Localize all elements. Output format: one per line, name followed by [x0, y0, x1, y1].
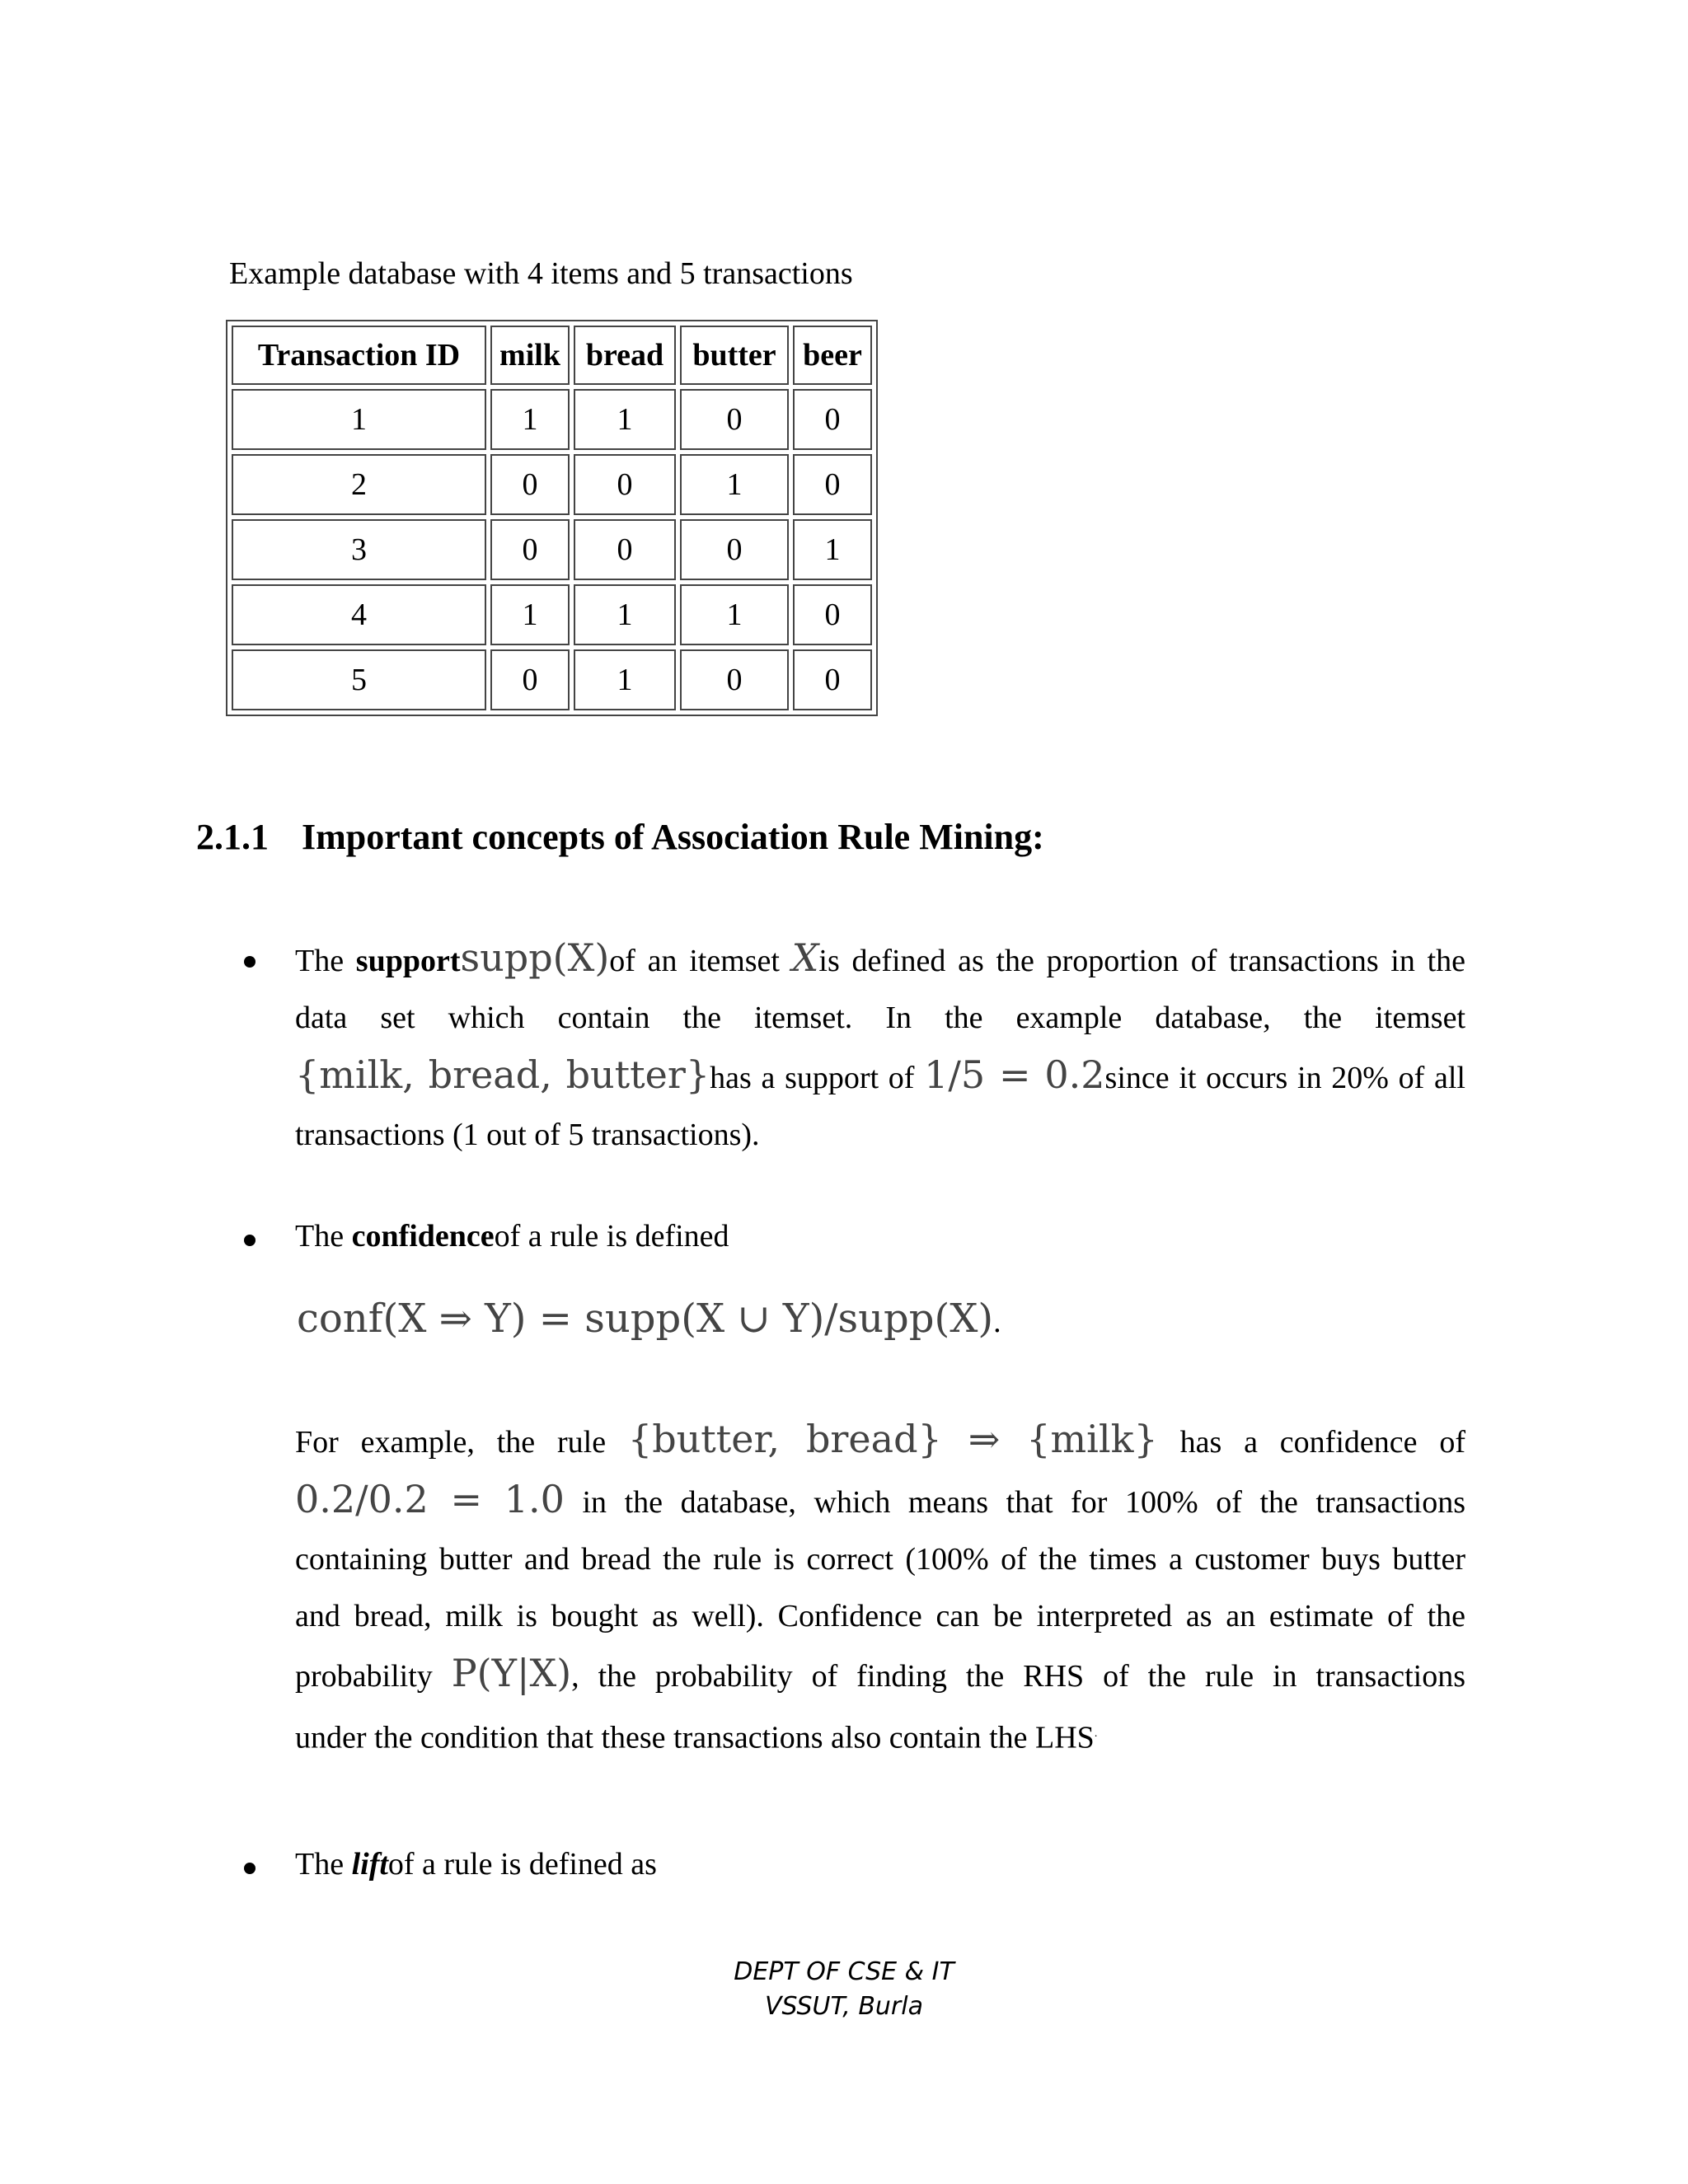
- text: since it occurs in 20% of all: [1104, 1061, 1465, 1095]
- header-transaction-id: Transaction ID: [232, 326, 486, 385]
- page-footer: [0, 1955, 1688, 2024]
- support-line-1: [295, 930, 1465, 990]
- footnote-mark: .: [1094, 1727, 1098, 1740]
- table-cell: 0: [490, 454, 570, 515]
- table-cell: 2: [232, 454, 486, 515]
- math-rule: {butter, bread} ⇒ {milk}: [627, 1417, 1158, 1461]
- math-var-x: X: [791, 935, 819, 980]
- support-line-3: [295, 1047, 1465, 1107]
- table-row: [232, 649, 872, 710]
- text: has a confidence of: [1157, 1425, 1465, 1460]
- table-cell: 0: [680, 519, 789, 580]
- section-title: Important concepts of Association Rule Mining:: [302, 817, 1044, 857]
- header-bread: bread: [574, 326, 676, 385]
- confidence-intro-line: [295, 1208, 1465, 1265]
- table-cell: 1: [680, 454, 789, 515]
- table-row: [232, 389, 872, 450]
- confidence-term: confidence: [351, 1219, 495, 1254]
- table-cell: 0: [574, 519, 676, 580]
- support-line-2: data set which contain the itemset. In the example database, the itemset: [295, 1001, 1465, 1035]
- table-cell: 1: [680, 584, 789, 645]
- table-cell: 0: [490, 649, 570, 710]
- math-ratio: 1/5 = 0.2: [924, 1052, 1105, 1097]
- text: , the probability of finding the RHS of the rule in transactions: [571, 1659, 1465, 1694]
- math-probability: P(Y|X): [451, 1651, 572, 1695]
- formula-dot: .: [993, 1305, 1001, 1339]
- table-row: [232, 584, 872, 645]
- text: For example, the rule: [295, 1425, 628, 1460]
- math-supp-x: supp(X): [460, 935, 610, 980]
- formula-text: conf(X ⇒ Y) = supp(X ∪ Y)/supp(X): [297, 1296, 994, 1342]
- text-the: The: [295, 1219, 352, 1254]
- table-cell: 0: [680, 649, 789, 710]
- bullet-dot: [244, 956, 256, 968]
- table-cell: 1: [232, 389, 486, 450]
- lift-intro: [295, 1836, 1465, 1893]
- text-the: The: [295, 1847, 352, 1882]
- support-paragraph: [295, 930, 1465, 1164]
- confidence-line-1: [295, 1411, 1465, 1471]
- confidence-line-2: [295, 1471, 1465, 1531]
- table-cell: 1: [574, 389, 676, 450]
- math-value: 0.2/0.2 = 1.0: [295, 1477, 565, 1521]
- text: under the condition that these transactions also contain the LHS: [295, 1720, 1095, 1755]
- transactions-table: [226, 320, 878, 716]
- table-cell: 1: [574, 584, 676, 645]
- header-beer: beer: [793, 326, 872, 385]
- table-cell: 0: [574, 454, 676, 515]
- text: probability: [295, 1659, 452, 1694]
- table-cell: 1: [490, 584, 570, 645]
- header-butter: butter: [680, 326, 789, 385]
- lift-intro-line: [295, 1836, 1465, 1893]
- confidence-formula: [297, 1296, 1001, 1342]
- text: is defined as the proportion of transactions in the: [818, 944, 1465, 978]
- table-cell: 0: [490, 519, 570, 580]
- text: of an itemset: [609, 944, 792, 978]
- table-caption: Example database with 4 items and 5 transactions: [229, 256, 853, 291]
- bullet-dot: [244, 1235, 256, 1246]
- confidence-line-4: and bread, milk is bought as well). Confidence can be interpreted as an estimate of the: [295, 1599, 1465, 1633]
- math-x: [792, 935, 819, 980]
- table-header-row: [232, 326, 872, 385]
- confidence-line-6: [295, 1705, 1465, 1767]
- section-heading: [196, 816, 1044, 858]
- table-cell: 1: [574, 649, 676, 710]
- table-cell: 0: [793, 649, 872, 710]
- table-cell: 1: [490, 389, 570, 450]
- text: in the database, which means that for 100% of the transactions: [564, 1485, 1465, 1520]
- confidence-line-3: containing butter and bread the rule is correct (100% of the times a customer buys butter: [295, 1542, 1465, 1577]
- confidence-line-5: [295, 1645, 1465, 1705]
- confidence-intro: [295, 1208, 1465, 1265]
- table-cell: 0: [793, 389, 872, 450]
- footer-institution: VSSUT, Burla: [765, 1992, 923, 2021]
- confidence-example: [295, 1411, 1465, 1767]
- lift-term: lift: [351, 1847, 388, 1882]
- support-line-4: transactions (1 out of 5 transactions).: [295, 1118, 760, 1152]
- table-cell: 3: [232, 519, 486, 580]
- table-cell: 0: [680, 389, 789, 450]
- table-cell: 4: [232, 584, 486, 645]
- text-the: The: [295, 944, 356, 978]
- bullet-dot: [244, 1863, 256, 1874]
- table-cell: 0: [793, 454, 872, 515]
- table-cell: 5: [232, 649, 486, 710]
- table-cell: 1: [793, 519, 872, 580]
- text: of a rule is defined as: [387, 1847, 657, 1882]
- table-row: [232, 519, 872, 580]
- text: has a support of: [710, 1061, 925, 1095]
- table-cell: 0: [793, 584, 872, 645]
- math-itemset: {milk, bread, butter}: [295, 1052, 710, 1097]
- table-row: [232, 454, 872, 515]
- support-term: support: [355, 944, 461, 978]
- section-number: 2.1.1: [196, 817, 269, 857]
- footer-dept: DEPT OF CSE & IT: [734, 1957, 954, 1986]
- header-milk: milk: [490, 326, 570, 385]
- text: of a rule is defined: [494, 1219, 729, 1254]
